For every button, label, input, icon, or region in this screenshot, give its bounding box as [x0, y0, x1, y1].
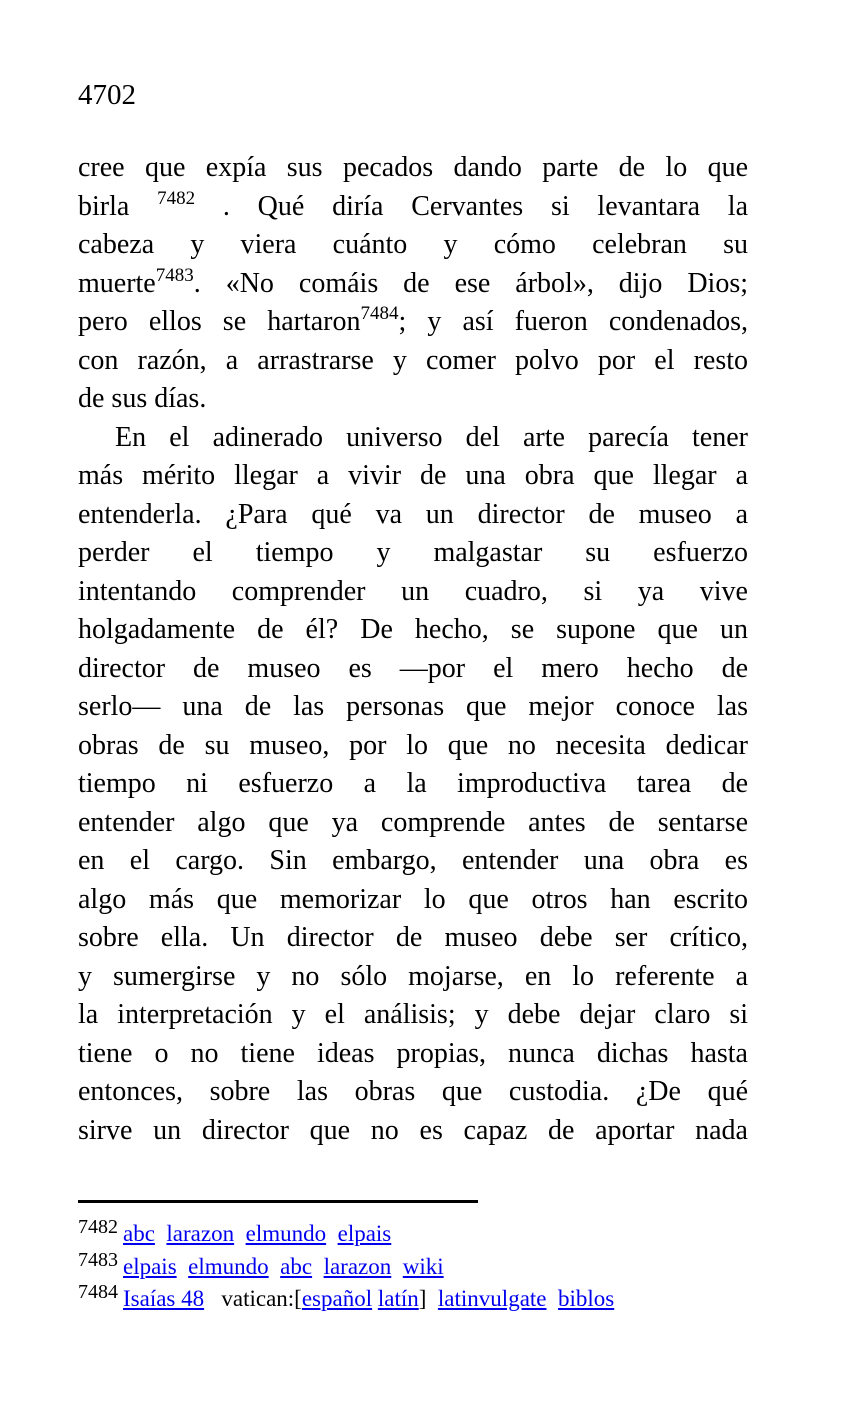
text-line	[78, 996, 748, 1035]
footnote-text	[312, 1254, 324, 1279]
text-line	[78, 919, 748, 958]
text-segment: cree que expía sus pecados dando parte de lo que	[78, 152, 748, 183]
text-segment: holgadamente de él? De hecho, se supone que un	[78, 614, 748, 645]
text-line	[78, 842, 748, 881]
footnote-link[interactable]: larazon	[323, 1253, 392, 1279]
text-line	[78, 688, 748, 727]
footnote-ref: 7482	[157, 187, 196, 209]
text-segment: En el adinerado universo del arte parecía tener	[115, 421, 748, 453]
footnote-link[interactable]: elmundo	[245, 1221, 327, 1246]
text-segment: . «No comáis de ese árbol», dijo Dios;	[193, 267, 748, 299]
footnote-text	[204, 1286, 221, 1311]
text-line	[78, 1035, 748, 1074]
footnote-row	[78, 1248, 748, 1284]
text-segment: más mérito llegar a vivir de una obra que llegar a	[78, 460, 748, 491]
text-line	[78, 457, 748, 496]
text-segment: tiempo ni esfuerzo a la improductiva tarea de	[78, 768, 748, 799]
text-segment: obras de su museo, por lo que no necesita dedicar	[78, 729, 748, 761]
text-line	[78, 226, 748, 265]
text-segment: en el cargo. Sin embargo, entender una obra es	[78, 845, 748, 876]
text-segment: perder el tiempo y malgastar su esfuerzo	[78, 537, 748, 568]
text-line	[78, 573, 748, 612]
text-line	[78, 804, 748, 843]
text-line	[78, 1112, 748, 1151]
text-line	[78, 650, 748, 689]
page-number: 4702	[78, 79, 136, 111]
text-segment: tiene o no tiene ideas propias, nunca dichas hasta	[78, 1037, 748, 1069]
footnote-row	[78, 1218, 748, 1251]
footnote-link[interactable]: elpais	[123, 1253, 177, 1279]
text-line	[78, 958, 748, 997]
text-segment: la interpretación y el análisis; y debe dejar claro si	[78, 999, 748, 1030]
footnote-number: 7482	[78, 1216, 118, 1238]
text-line	[78, 342, 748, 381]
footnote-separator	[78, 1200, 478, 1203]
footnote-ref: 7483	[155, 264, 194, 286]
footnote-link[interactable]: elmundo	[188, 1253, 269, 1279]
text-segment: pero ellos se hartaron	[78, 306, 361, 337]
text-line	[78, 534, 748, 573]
footnote-link[interactable]: biblos	[558, 1286, 615, 1311]
text-segment: entender algo que ya comprende antes de sentarse	[78, 806, 748, 838]
text-line	[78, 419, 748, 458]
text-line	[78, 265, 748, 304]
text-segment: director de museo es —por el mero hecho de	[78, 652, 748, 684]
footnote-link[interactable]: elpais	[337, 1221, 392, 1246]
text-segment: entonces, sobre las obras que custodia. ¿De qué	[78, 1076, 748, 1107]
footnote-link[interactable]: latinvulgate	[437, 1286, 547, 1311]
footnote-text	[234, 1221, 246, 1246]
footnote-link[interactable]: larazon	[166, 1221, 235, 1246]
text-line	[78, 881, 748, 920]
footnote-text	[391, 1254, 403, 1279]
text-line	[78, 611, 748, 650]
footnote-text: vatican:[	[221, 1286, 302, 1311]
footnote-number: 7483	[78, 1248, 118, 1271]
footnote-link[interactable]: abc	[123, 1221, 155, 1246]
text-line	[78, 188, 748, 227]
body-text	[78, 149, 748, 1150]
footnote-list	[78, 1218, 748, 1316]
text-line	[78, 303, 748, 342]
text-segment: sobre ella. Un director de museo debe ser crítico,	[78, 922, 748, 953]
text-segment: y sumergirse y no sólo mojarse, en lo referente a	[78, 960, 748, 992]
footnote-text	[547, 1286, 559, 1311]
footnote-link[interactable]: latín	[377, 1286, 419, 1311]
footnote-text	[155, 1221, 167, 1246]
footnote-link[interactable]: español	[301, 1286, 373, 1311]
footnote-number: 7484	[78, 1281, 118, 1303]
text-segment: entenderla. ¿Para qué va un director de museo a	[78, 498, 748, 530]
text-segment: ; y así fueron condenados,	[398, 306, 749, 337]
footnote-link[interactable]: wiki	[402, 1253, 444, 1279]
footnotes-section	[78, 1200, 748, 1316]
text-segment: birla	[78, 190, 158, 222]
text-line	[78, 380, 748, 419]
text-segment: sirve un director que no es capaz de aportar nada	[78, 1114, 748, 1146]
text-segment: muerte	[78, 267, 156, 299]
text-line	[78, 727, 748, 766]
footnote-text: ]	[418, 1286, 427, 1311]
footnote-link[interactable]: abc	[280, 1253, 313, 1279]
text-line	[78, 1073, 748, 1112]
text-segment: algo más que memorizar lo que otros han escrito	[78, 883, 748, 915]
footnote-text	[426, 1286, 438, 1311]
text-segment: intentando comprender un cuadro, si ya vive	[78, 575, 748, 607]
footnote-text	[177, 1254, 189, 1279]
footnote-text	[269, 1254, 281, 1279]
text-line	[78, 765, 748, 804]
text-line	[78, 149, 748, 188]
text-segment: de sus días.	[78, 383, 207, 414]
text-segment: cabeza y viera cuánto y cómo celebran su	[78, 229, 748, 260]
text-line	[78, 496, 748, 535]
footnote-link[interactable]: Isaías 48	[123, 1286, 205, 1311]
footnote-ref: 7484	[360, 303, 399, 324]
footnote-text	[326, 1221, 338, 1246]
footnote-row	[78, 1283, 748, 1316]
text-segment: . Qué diría Cervantes si levantara la	[195, 190, 748, 222]
text-segment: con razón, a arrastrarse y comer polvo por el resto	[78, 344, 748, 376]
text-segment: serlo— una de las personas que mejor conoce las	[78, 691, 748, 722]
